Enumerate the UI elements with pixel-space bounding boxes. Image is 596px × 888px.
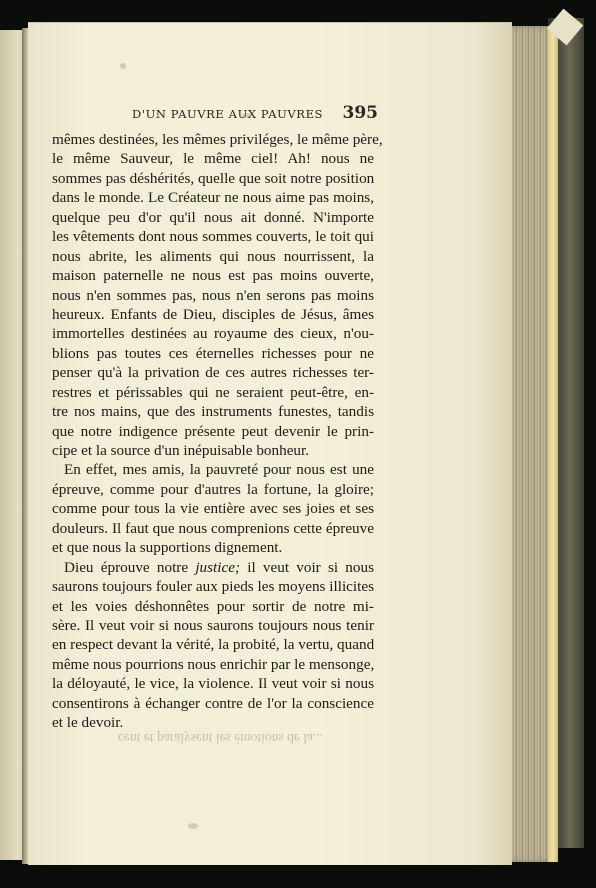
text-line: consentirons à échanger contre de l'or la conscience (52, 694, 374, 712)
text-line: cipe et la source d'un inépuisable bonheur. (52, 442, 310, 459)
text-line: en respect devant la vérité, la probité, la vertu, quand (52, 636, 375, 654)
text-line: nous abrite, les aliments qui nous nourrissent, la (52, 247, 374, 265)
text-line: douleurs. Il faut que nous comprenions cette épreuve (52, 519, 374, 537)
foxing-spot (120, 63, 126, 69)
text-line: nous n'en sommes pas, nous n'en serons pas moins (52, 286, 374, 304)
emphasis: justice; (195, 558, 241, 576)
text-line: sère. Il veut voir si nous saurons toujours nous tenir (52, 616, 374, 634)
text-line: et les voies déshonnêtes pour sortir de notre mi- (52, 597, 374, 615)
text-line: comme pour tous la vie entière avec ses joies et ses (52, 500, 374, 518)
show-through-text: cent et paralysent les émotions de la... (118, 731, 324, 746)
text-line: que notre indigence présente peut devenir le prin- (52, 422, 374, 440)
body-text (52, 130, 383, 733)
text-line: épreuve, comme pour d'autres la fortune, la gloire; (52, 480, 374, 498)
paragraph-start: Dieu éprouve notre justice; il veut voir si nous (64, 558, 374, 576)
foxing-spot (188, 823, 198, 829)
page-number: 395 (342, 103, 378, 123)
text-line: heureux. Enfants de Dieu, disciples de Jésus, âmes (52, 305, 374, 323)
text-line: maison paternelle ne nous est pas moins ouverte, (52, 267, 374, 285)
text-line: le même Sauveur, le même ciel! Ah! nous ne (52, 150, 374, 168)
text-line: immortelles destinées au royaume des cieux, n'ou- (52, 325, 374, 343)
text-line: saurons toujours fouler aux pieds les moyens illicites (52, 578, 374, 596)
page-header (132, 103, 378, 127)
paragraph-start: En effet, mes amis, la pauvreté pour nous est une (64, 461, 374, 479)
text-line: même nous pourrions nous enrichir par le mensonge, (52, 655, 375, 673)
text-line: et le devoir. (52, 714, 124, 732)
text-line: quelque peu d'or qu'il nous ait donné. N'importe (52, 208, 374, 226)
text-line: et que nous la supportions dignement. (52, 539, 283, 557)
text-line: les vêtements dont nous sommes couverts, le toit qui (52, 228, 374, 246)
cover-strip (548, 30, 558, 862)
text-line: dans le monde. Le Créateur ne nous aime pas moins, (52, 189, 374, 207)
text-line: la déloyauté, le vice, la violence. Il veut voir si nous (52, 675, 374, 693)
text-line: restres et périssables qui ne seraient peut-être, en- (52, 383, 374, 401)
text-line: blions pas toutes ces éternelles richesses pour ne (52, 344, 374, 362)
text-line: penser qu'à la privation de ces autres richesses ter- (52, 364, 374, 382)
running-head: D'UN PAUVRE AUX PAUVRES (132, 107, 324, 121)
text-line: mêmes destinées, les mêmes priviléges, le même père, (52, 131, 383, 148)
text-line: sommes pas déshérités, quelle que soit notre position (52, 169, 375, 187)
text-line: tre nos mains, que des instruments funestes, tandis (52, 403, 374, 421)
